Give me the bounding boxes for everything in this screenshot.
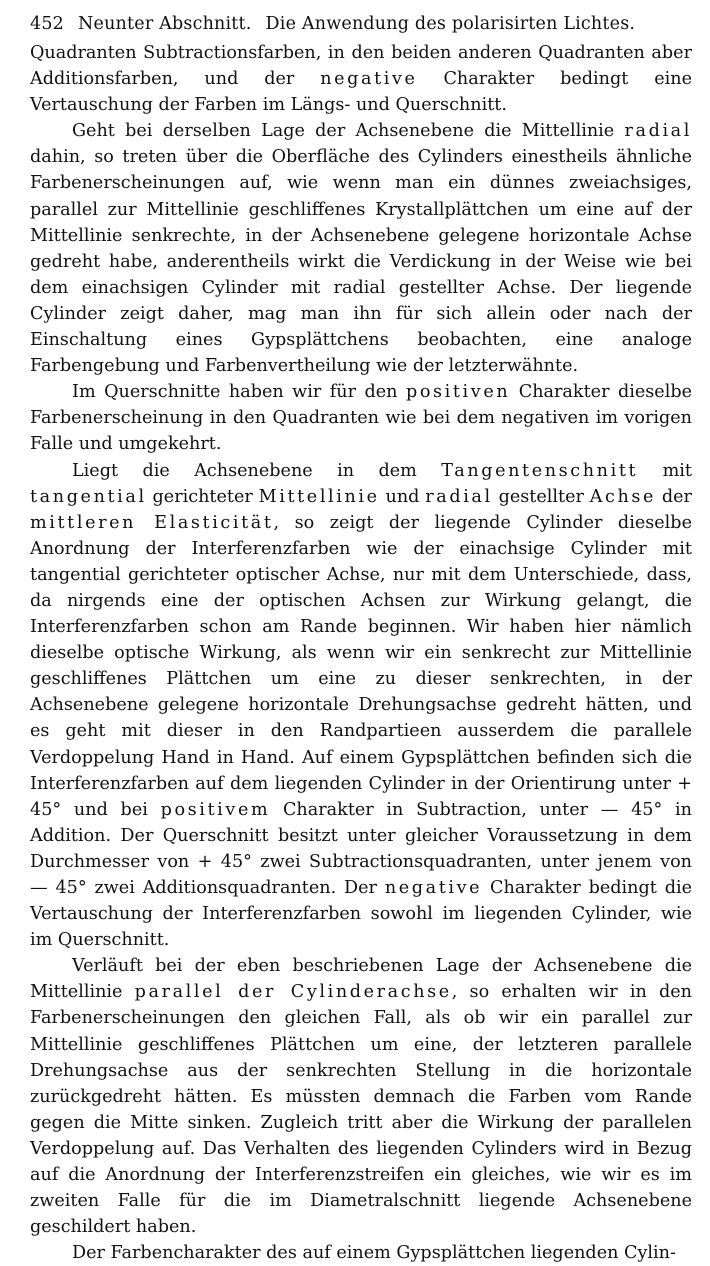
emphasized-text: Achse (589, 486, 657, 507)
emphasized-text: mittleren Elasticität (30, 512, 274, 533)
section-title: Die Anwendung des polarisirten Lichtes. (265, 14, 636, 34)
emphasized-text: Mittellinie (258, 486, 380, 507)
text-run: , so erhalten wir in den Farbenerscheinungen den gleichen Fall, als ob wir ein parallel zur Mittellinie geschliffenes Plättchen um eine, der letzteren parallele Drehungsachse aus der senkrechten Stellung in die horizontale zurückgedreht hätten. Es müssten demnach die Farben vom Rande gegen die Mitte sinken. Zugleich tritt aber die Wirkung der parallelen Verdoppelung auf. Das Verhalten des liegenden Cylinders wird in Bezug auf die Anordnung der Interferenzstreifen ein gleiches, wie wir es im zweiten Falle für die im Diametralschnitt liegende Achsenebene geschildert haben. (30, 982, 692, 1238)
paragraph (30, 458, 692, 954)
text-run: dahin, so treten über die Oberfläche des Cylinders einestheils ähnliche Farbenerscheinungen auf, wie wenn man ein dünnes zweiachsiges, parallel zur Mittellinie geschliffenes Krystallplättchen um eine auf der Mittellinie senkrechte, in der Achsenebene gelegene horizontale Achse gedreht habe, anderentheils wirkt die Verdickung in der Weise wie bei dem einachsigen Cylinder mit radial gestellter Achse. Der liegende Cylinder zeigt daher, mag man ihn für sich allein oder nach der Einschaltung eines Gypsplättchens beobachten, eine analoge Farbengebung und Farbenvertheilung wie der letzterwähnte. (30, 147, 692, 377)
text-run: und (379, 486, 426, 507)
text-run: gerichteter (146, 486, 259, 507)
text-run: Im Querschnitte haben wir für den (72, 382, 406, 403)
emphasized-text: negative (320, 69, 418, 90)
emphasized-text: radial (425, 486, 493, 507)
text-run: Der Farbencharakter des auf einem Gypsplättchen liegenden Cylin- (72, 1243, 676, 1264)
text-run: mit (638, 460, 692, 481)
text-run: , so zeigt der liegende Cylinder dieselbe Anordnung der Interferenzfarben wie der einachsige Cylinder mit tangential gerichteter optischer Achse, nur mit dem Unterschiede, dass, da nirgends eine der optischen Achsen zur Wirkung gelangt, die Interferenzfarben schon am Rande beginnen. Wir haben hier nämlich dieselbe optische Wirkung, als wenn wir ein senkrecht zur Mittellinie geschliffenes Plättchen um eine zu dieser senkrechten, in der Achsenebene gelegene horizontale Drehungsachse gedreht hätten, und es geht mit dieser in den Randpartieen ausserdem die parallele Verdoppelung Hand in Hand. Auf einem Gypsplättchen befinden sich die Interferenzfarben auf dem liegenden Cylinder in der Orientirung unter + 45° und bei (30, 512, 692, 820)
emphasized-text: negative (384, 878, 483, 898)
text-run: Charakter in Subtraction, unter — 45° in Addition. Der Querschnitt besitzt unter gleicher Voraussetzung in dem Durchmesser von + 45° zwei Subtractionsquadranten, unter jenem von — 45° zwei Additionsquadranten. Der (30, 799, 692, 898)
text-run: Liegt die Achsenebene in dem (72, 460, 442, 481)
emphasized-text: radial (624, 121, 692, 142)
text-run: Charakter bedingt die Vertauschung der Interferenzfarben sowohl im liegenden Cylinder, wie im Querschnitt. (30, 878, 692, 951)
text-run: Verläuft bei der eben beschriebenen Lage der Achsenebene die Mittellinie (30, 956, 692, 1003)
paragraph (30, 118, 692, 379)
text-run: Quadranten Subtractionsfarben, in den beiden anderen Quadranten aber Additionsfarben, und der (30, 43, 692, 90)
emphasized-text: Tangentenschnitt (441, 460, 639, 481)
paragraph (30, 379, 692, 457)
emphasized-text: parallel der Cylinderachse (134, 982, 452, 1003)
running-head (30, 12, 692, 36)
text-run: Charakter bedingt eine Vertauschung der Farben im Längs- und Querschnitt. (30, 69, 692, 116)
paragraph (30, 1240, 692, 1266)
emphasized-text: tangential (30, 486, 147, 507)
body-text (30, 40, 692, 1266)
text-run: Charakter dieselbe Farbenerscheinung in den Quadranten wie bei dem negativen im vorigen Falle und umgekehrt. (30, 382, 692, 455)
text-run: der (656, 486, 692, 507)
paragraph (30, 953, 692, 1240)
page-number: 452 (30, 14, 65, 34)
paragraph (30, 40, 692, 118)
text-run: gestellter (492, 486, 590, 507)
chapter-label: Neunter Abschnitt. (78, 14, 252, 34)
text-run: Geht bei derselben Lage der Achsenebene die Mittellinie (72, 121, 625, 142)
emphasized-text: positivem (160, 799, 271, 820)
emphasized-text: positiven (405, 382, 511, 403)
